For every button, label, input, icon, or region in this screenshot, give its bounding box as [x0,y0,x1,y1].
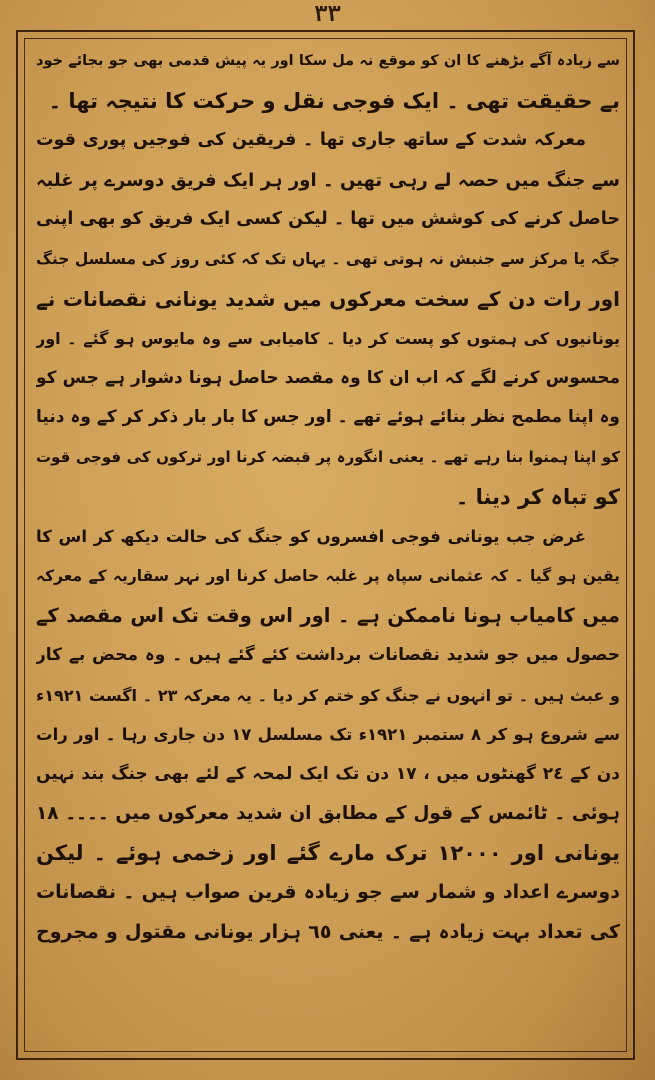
text-line: کو تباہ کر دینا ۔ [456,484,620,509]
paragraph-start-line: معرکہ شدت کے ساتھ جاری تھا ۔ فریقین کی فوجیں پوری قوت [36,130,586,151]
text-line: کو اپنا ہمنوا بنا رہے تھے ۔ یعنی انگورہ پر قبضہ کرنا اور ترکوں کی فوجی قوت [36,447,620,466]
text-line: سے زیادہ آگے بڑھنے کا ان کو موقع نہ مل سکا اور یہ پیش قدمی بھی جو بجائے خود [36,53,620,69]
text-line: دوسرے اعداد و شمار سے جو زیادہ قرین صواب ہیں ۔ نقصانات [36,881,620,904]
text-line: کی تعداد بہت زیادہ ہے ۔ یعنی ٦٥ ہزار یونانی مقتول و مجروح [36,921,620,944]
text-line: و عبث ہیں ۔ تو انہوں نے جنگ کو ختم کر دیا ۔ یہ معرکہ ٢٣ ۔ اگست ١٩٢١ء [36,685,620,705]
text-line: حصول میں جو شدید نقصانات برداشت کئے گئے ہیں ۔ وہ محض بے کار [36,644,620,665]
text-line: سے جنگ میں حصہ لے رہی تھیں ۔ اور ہر ایک فریق دوسرے پر غلبہ [36,169,620,191]
text-line: میں کامیاب ہونا ناممکن ہے ۔ اور اس وقت تک اس مقصد کے [36,604,620,628]
text-line: یونانیوں کی ہمتوں کو پست کر دیا ۔ کامیابی سے وہ مایوس ہو گئے ۔ اور [36,329,620,349]
text-line: اور رات دن کے سخت معرکوں میں شدید یونانی نقصانات نے [36,286,620,311]
text-line: جگہ یا مرکز سے جنبش نہ ہوتی تھی ۔ یہاں تک کہ کئی روز کی مسلسل جنگ [36,249,620,268]
page-number: ٣٣ [314,2,341,27]
text-line: دن کے ٢٤ گھنٹوں میں ، ١٧ دن تک ایک لمحہ کے لئے بھی جنگ بند نہیں [36,763,620,784]
text-line: حاصل کرنے کی کوشش میں تھا ۔ لیکن کسی ایک فریق کو بھی اپنی [36,209,620,230]
text-line: محسوس کرنے لگے کہ اب ان کا وہ مقصد حاصل ہونا دشوار ہے جس کو [36,367,620,388]
text-line: وہ اپنا مطمح نظر بنائے ہوئے تھے ۔ اور جس کا بار بار ذکر کر کے وہ دنیا [36,407,620,428]
text-line: بے حقیقت تھی ۔ ایک فوجی نقل و حرکت کا نتیجہ تھا ۔ [48,88,620,113]
text-line: ہوئی ۔ ٹائمس کے قول کے مطابق ان شدید معرکوں میں ۔۔۔۔ ١٨ [36,803,620,825]
urdu-text-body [36,42,620,953]
paragraph-start-line: غرض جب یونانی فوجی افسروں کو جنگ کی حالت دیکھ کر اس کا [36,527,586,547]
text-line: یونانی اور ١٢٠٠٠ ترک مارے گئے اور زخمی ہوئے ۔ لیکن [36,840,620,865]
text-line: یقین ہو گیا ۔ کہ عثمانی سپاہ پر غلبہ حاصل کرنا اور نہر سقاریہ کے معرکہ [36,566,620,585]
text-line: سے شروع ہو کر ٨ ستمبر ١٩٢١ء تک مسلسل ١٧ دن جاری رہا ۔ اور رات [36,725,620,745]
